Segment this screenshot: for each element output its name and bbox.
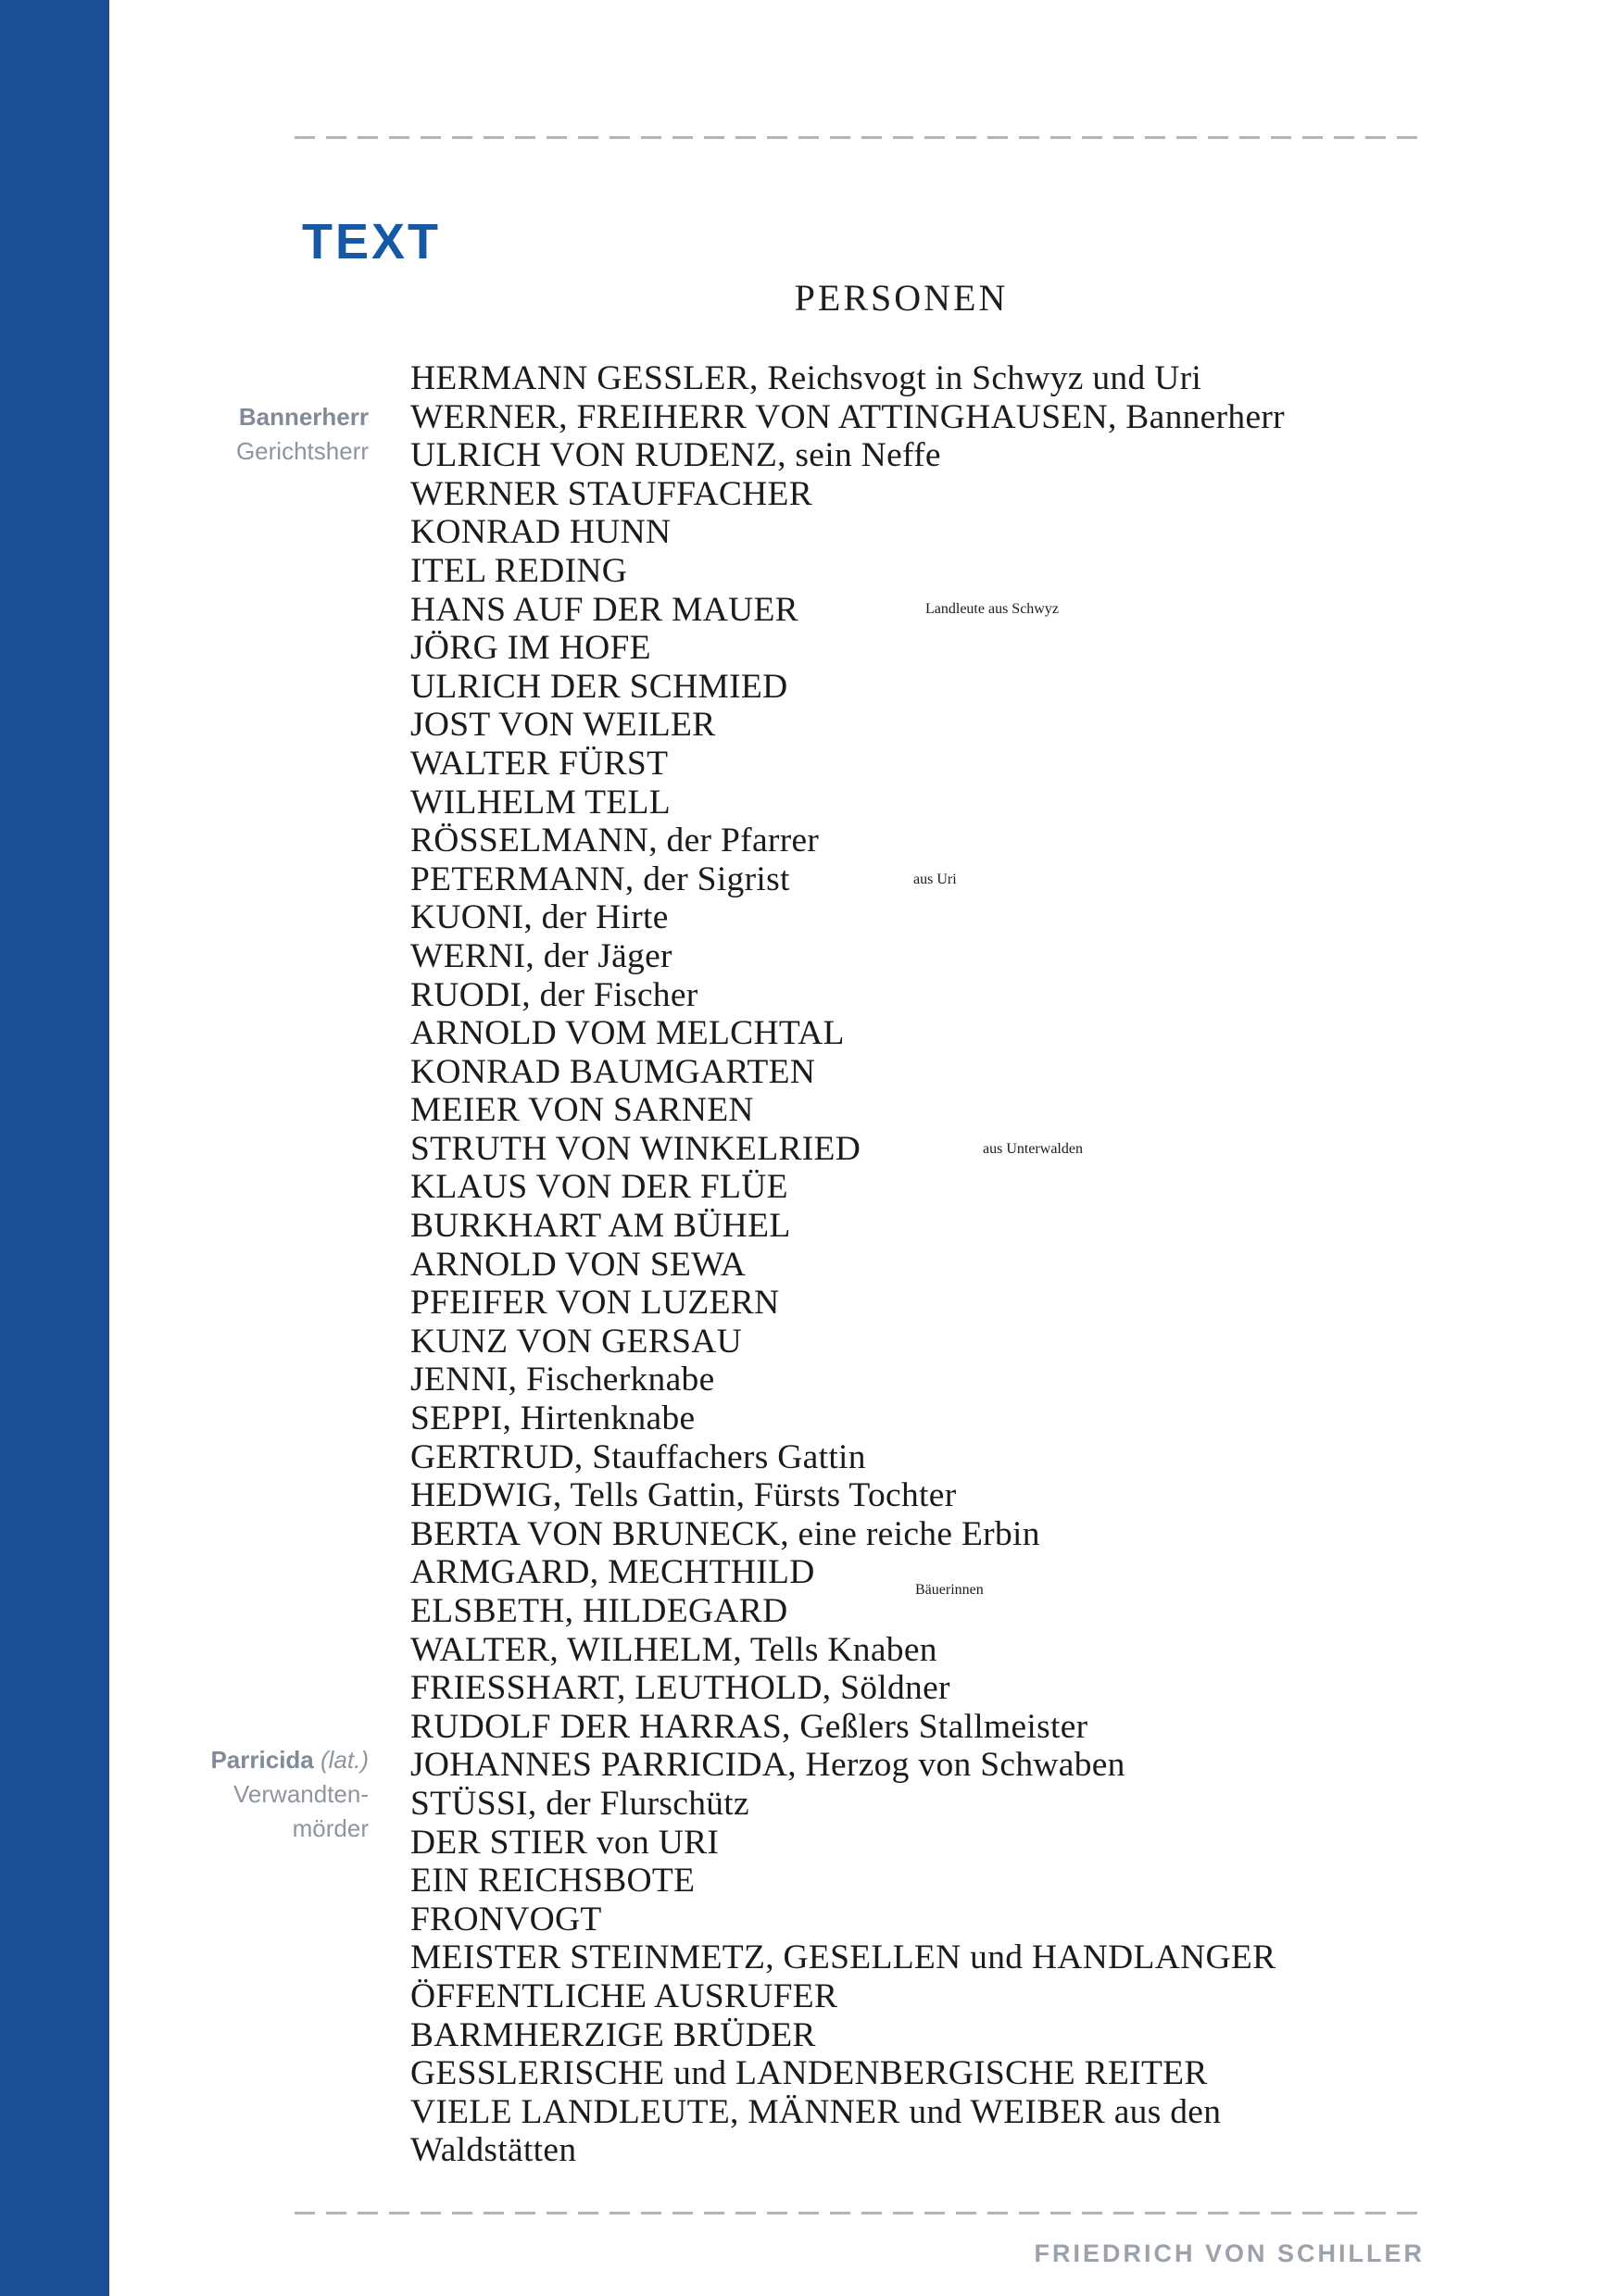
person-line: KONRAD BAUMGARTEN (410, 1052, 816, 1091)
margin-note-term-line (109, 400, 369, 434)
person-line: KLAUS VON DER FLÜE (410, 1168, 788, 1207)
person-line: WALTER FÜRST (410, 744, 669, 783)
person-line: PETERMANN, der Sigrist (410, 859, 790, 898)
person-line: RÖSSELMANN, der Pfarrer (410, 822, 820, 860)
margin-note-bannerherr (109, 400, 369, 469)
person-line: PFEIFER VON LUZERN (410, 1284, 780, 1323)
person-line: GERTRUD, Stauffachers Gattin (410, 1437, 866, 1476)
person-line: WERNER STAUFFACHER (410, 474, 813, 513)
group-label-uri: aus Uri (913, 872, 957, 887)
person-line: ULRICH VON RUDENZ, sein Neffe (410, 436, 941, 475)
person-line: BERTA VON BRUNECK, eine reiche Erbin (410, 1514, 1040, 1553)
person-line: VIELE LANDLEUTE, MÄNNER und WEIBER aus den (410, 2092, 1222, 2131)
person-line: ARNOLD VON SEWA (410, 1245, 747, 1284)
top-dashed-divider (295, 136, 1425, 139)
person-line: RUODI, der Fischer (410, 975, 698, 1014)
person-line: ÖFFENTLICHE AUSRUFER (410, 1976, 838, 2015)
person-line: WILHELM TELL (410, 783, 671, 822)
persons-list (410, 359, 1559, 2170)
person-line: HERMANN GESSLER, Reichsvogt in Schwyz und Uri (410, 359, 1202, 397)
person-line: STRUTH VON WINKELRIED (410, 1129, 861, 1168)
margin-note-parricida (93, 1743, 369, 1846)
group-label-baeuerinnen: Bäuerinnen (915, 1582, 984, 1598)
person-line: ITEL REDING (410, 551, 628, 590)
person-line: JENNI, Fischerknabe (410, 1361, 715, 1399)
page-edge-blue-bar (0, 0, 109, 2296)
margin-note-definition: Verwandten- (233, 1780, 369, 1808)
person-line: JÖRG IM HOFE (410, 629, 651, 668)
bottom-dashed-divider (295, 2212, 1425, 2214)
person-line: MEIER VON SARNEN (410, 1091, 754, 1130)
section-label-text: TEXT (302, 214, 442, 270)
person-line: ARMGARD, MECHTHILD (410, 1553, 815, 1592)
person-line: FRIESSHART, LEUTHOLD, Söldner (410, 1669, 950, 1708)
person-line: EIN REICHSBOTE (410, 1862, 696, 1901)
person-line: KONRAD HUNN (410, 513, 672, 552)
margin-note-term: Bannerherr (238, 403, 369, 431)
person-line: ARNOLD VOM MELCHTAL (410, 1014, 845, 1053)
person-line: KUNZ VON GERSAU (410, 1322, 742, 1361)
page-title: PERSONEN (794, 277, 1009, 319)
margin-note-definition: mörder (292, 1814, 369, 1842)
person-line: ELSBETH, HILDEGARD (410, 1592, 788, 1630)
margin-note-term-line (93, 1743, 369, 1777)
group-label-unterwalden: aus Unterwalden (983, 1141, 1083, 1157)
person-line: HEDWIG, Tells Gattin, Fürsts Tochter (410, 1476, 957, 1515)
person-line: WALTER, WILHELM, Tells Knaben (410, 1630, 937, 1669)
person-line: DER STIER von URI (410, 1823, 720, 1862)
person-line: MEISTER STEINMETZ, GESELLEN und HANDLANGER (410, 1938, 1276, 1977)
person-line: KUONI, der Hirte (410, 898, 669, 937)
person-line: Waldstätten (410, 2131, 577, 2170)
person-line: WERNI, der Jäger (410, 936, 672, 975)
person-line: FRONVOGT (410, 1900, 602, 1938)
person-line: HANS AUF DER MAUER (410, 590, 798, 629)
margin-note-definition: Gerichtsherr (235, 437, 369, 465)
person-line: RUDOLF DER HARRAS, Geßlers Stallmeister (410, 1707, 1088, 1746)
margin-note-term: Parricida (210, 1746, 314, 1774)
person-line: GESSLERISCHE und LANDENBERGISCHE REITER (410, 2054, 1208, 2093)
person-line: BURKHART AM BÜHEL (410, 1207, 791, 1246)
person-line: SEPPI, Hirtenknabe (410, 1399, 696, 1438)
person-line: BARMHERZIGE BRÜDER (410, 2015, 816, 2054)
person-line: WERNER, FREIHERR VON ATTINGHAUSEN, Bannerherr (410, 397, 1285, 436)
person-line: JOST VON WEILER (410, 706, 716, 745)
footer-author: FRIEDRICH VON SCHILLER (1034, 2240, 1425, 2267)
group-label-schwyz: Landleute aus Schwyz (925, 601, 1059, 617)
person-line: JOHANNES PARRICIDA, Herzog von Schwaben (410, 1746, 1125, 1785)
person-line: ULRICH DER SCHMIED (410, 667, 788, 706)
margin-note-language: (lat.) (320, 1746, 369, 1774)
person-line: STÜSSI, der Flurschütz (410, 1784, 749, 1823)
